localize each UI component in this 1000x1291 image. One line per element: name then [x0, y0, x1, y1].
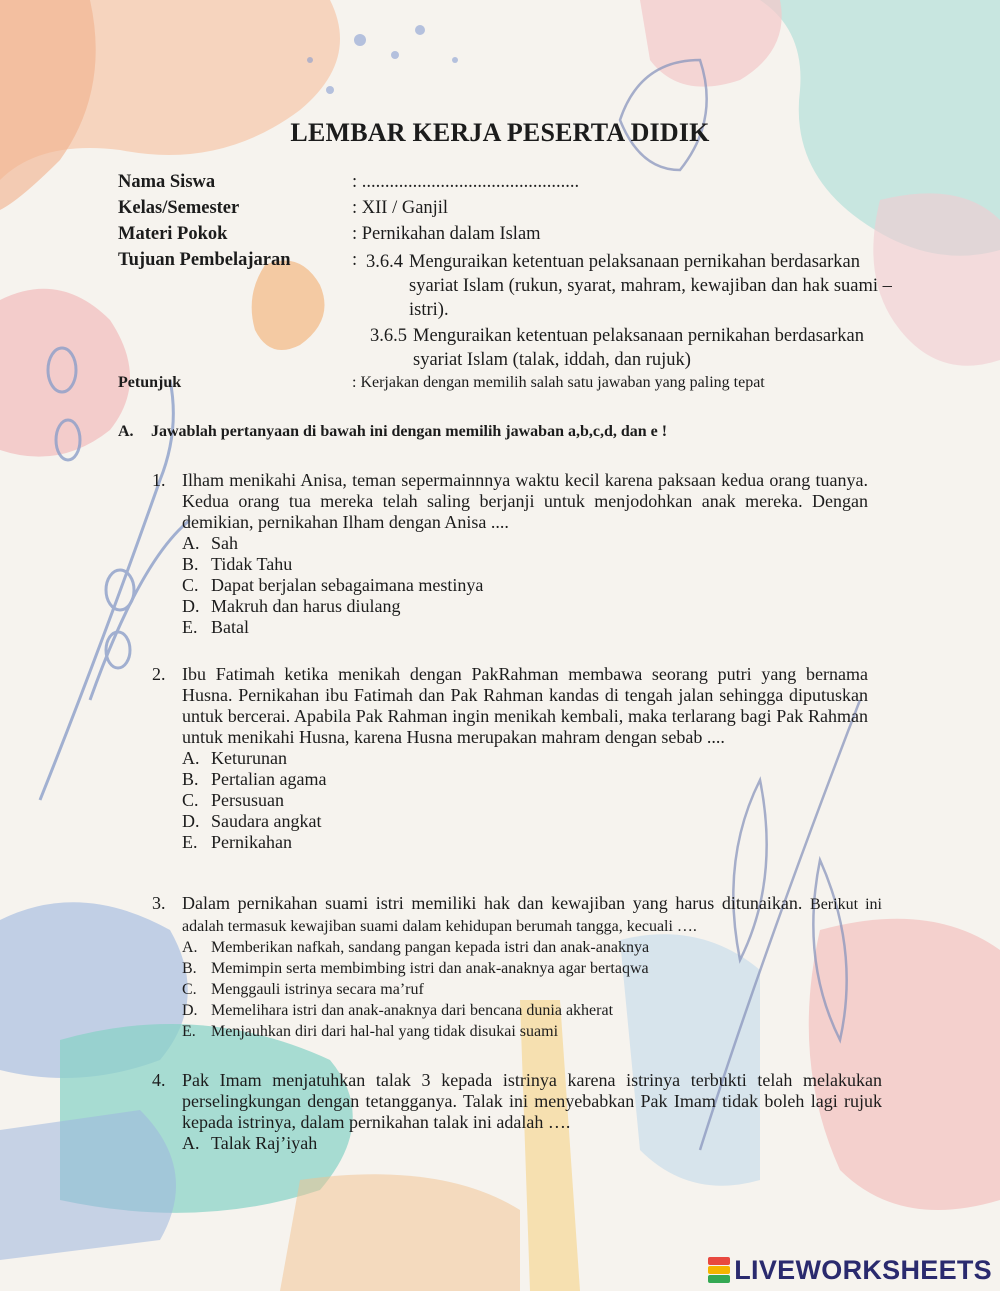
option-letter: B.: [182, 769, 199, 789]
options-list: [182, 533, 868, 638]
option-text: Persusuan: [211, 790, 284, 810]
option-b[interactable]: [182, 554, 868, 575]
materi-row: [118, 224, 898, 250]
logo-block-green: [708, 1275, 730, 1283]
question-text: Ibu Fatimah ketika menikah dengan PakRahman membawa seorang putri yang bernama Husna. Pernikahan ibu Fatimah dan Pak Rahman kandas di tengah jalan sehingga diputuskan untuk bercerai. Apabila Pak Rahman ingin menikah kembali, maka terlarang bagi Pak Rahman untuk menikahi Husna, karena Husna merupakan mahram dengan sebab ....: [182, 664, 868, 747]
option-letter: A.: [182, 939, 198, 956]
option-text: Saudara angkat: [211, 811, 322, 831]
option-a[interactable]: [182, 937, 882, 958]
petunjuk-value: : Kerjakan dengan memilih salah satu jawaban yang paling tepat: [352, 374, 765, 391]
option-letter: D.: [182, 811, 200, 831]
option-letter: E.: [182, 1023, 196, 1040]
question-1: [152, 470, 868, 638]
question-number: 1.: [152, 470, 166, 490]
option-letter: B.: [182, 554, 199, 574]
option-letter: A.: [182, 533, 200, 553]
option-text: Pertalian agama: [211, 769, 327, 789]
tujuan-number: 3.6.4: [366, 252, 403, 272]
option-d[interactable]: [182, 596, 868, 617]
option-text: Makruh dan harus diulang: [211, 596, 401, 616]
liveworksheets-logo-icon: [708, 1257, 730, 1283]
page-title: LEMBAR KERJA PESERTA DIDIK: [290, 118, 710, 147]
logo-block-red: [708, 1257, 730, 1265]
option-text: Memberikan nafkah, sandang pangan kepada istri dan anak-anaknya: [211, 939, 650, 956]
nama-row: [118, 172, 898, 198]
option-d[interactable]: [182, 811, 868, 832]
tujuan-number: 3.6.5: [370, 326, 407, 346]
question-number: 4.: [152, 1070, 166, 1090]
kelas-value: : XII / Ganjil: [352, 198, 449, 218]
option-b[interactable]: [182, 958, 882, 979]
question-3: [152, 893, 882, 1042]
option-letter: E.: [182, 617, 198, 637]
option-text: Menggauli istrinya secara ma’ruf: [211, 981, 424, 998]
option-letter: D.: [182, 596, 200, 616]
tujuan-label: Tujuan Pembelajaran: [118, 250, 291, 270]
liveworksheets-logo-text: LIVEWORKSHEETS: [734, 1254, 992, 1285]
option-letter: C.: [182, 790, 199, 810]
option-text: Memimpin serta membimbing istri dan anak-anaknya agar bertaqwa: [211, 960, 649, 977]
kelas-row: [118, 198, 898, 224]
option-letter: C.: [182, 575, 199, 595]
section-instruction: Jawablah pertanyaan di bawah ini dengan memilih jawaban a,b,c,d, dan e !: [151, 423, 668, 440]
nama-label: Nama Siswa: [118, 172, 216, 192]
option-text: Keturunan: [211, 748, 287, 768]
option-letter: A.: [182, 1133, 200, 1153]
petunjuk-row: [118, 374, 898, 400]
option-text: Pernikahan: [211, 832, 292, 852]
option-letter: E.: [182, 832, 198, 852]
option-letter: A.: [182, 748, 200, 768]
option-text: Sah: [211, 533, 238, 553]
tujuan-text: Menguraikan ketentuan pelaksanaan pernikahan berdasarkan syariat Islam (rukun, syarat, mahram, kewajiban dan hak suami – istri).: [409, 252, 892, 320]
materi-label: Materi Pokok: [118, 224, 228, 244]
option-a[interactable]: [182, 748, 868, 769]
option-c[interactable]: [182, 979, 882, 1000]
option-a[interactable]: [182, 533, 868, 554]
option-e[interactable]: [182, 617, 868, 638]
option-b[interactable]: [182, 769, 868, 790]
option-letter: B.: [182, 960, 197, 977]
option-c[interactable]: [182, 790, 868, 811]
tujuan-colon: :: [352, 250, 358, 270]
option-letter: D.: [182, 1002, 198, 1019]
question-number: 3.: [152, 893, 166, 913]
options-list: [182, 1133, 882, 1154]
logo-block-yellow: [708, 1266, 730, 1274]
petunjuk-label: Petunjuk: [118, 374, 182, 391]
option-a[interactable]: [182, 1133, 882, 1154]
section-letter: A.: [118, 423, 134, 440]
option-text: Memelihara istri dan anak-anaknya dari bencana dunia akherat: [211, 1002, 614, 1019]
question-text: Pak Imam menjatuhkan talak 3 kepada istrinya karena istrinya terbukti telah melakukan perselingkungan dengan tetangganya. Talak ini menyebabkan Pak Imam tidak boleh lagi rujuk kepada istrinya, dalam pernikahan talak ini adalah ….: [182, 1070, 882, 1132]
question-text: [182, 893, 882, 937]
option-text: Dapat berjalan sebagaimana mestinya: [211, 575, 484, 595]
student-info: [118, 172, 898, 400]
option-e[interactable]: [182, 832, 868, 853]
option-text: Menjauhkan diri dari hal-hal yang tidak disukai suami: [211, 1023, 559, 1040]
option-e[interactable]: [182, 1021, 882, 1042]
option-text: Tidak Tahu: [211, 554, 293, 574]
section-heading: [118, 423, 667, 441]
question-number: 2.: [152, 664, 166, 684]
option-text: Talak Raj’iyah: [211, 1133, 318, 1153]
option-c[interactable]: [182, 575, 868, 596]
option-d[interactable]: [182, 1000, 882, 1021]
materi-value: : Pernikahan dalam Islam: [352, 224, 541, 244]
options-list: [182, 937, 882, 1042]
question-text-cont: Berikut ini adalah termasuk kewajiban suami dalam kehidupan berumah tangga, kecuali ….: [182, 896, 883, 935]
question-2: [152, 664, 868, 853]
question-text: Ilham menikahi Anisa, teman sepermainnnya waktu kecil karena paksaan kedua orang tuanya. Kedua orang tua mereka telah saling berjanji untuk menjodohkan anak mereka. Dengan demikian, pernikahan Ilham dengan Anisa ....: [182, 470, 868, 532]
nama-field[interactable]: : ...............................................: [352, 172, 580, 192]
option-letter: C.: [182, 981, 197, 998]
tujuan-row: [118, 250, 898, 374]
option-text: Batal: [211, 617, 249, 637]
options-list: [182, 748, 868, 853]
tujuan-text: Menguraikan ketentuan pelaksanaan pernikahan berdasarkan syariat Islam (talak, iddah, dan rujuk): [413, 326, 864, 370]
question-4: [152, 1070, 882, 1154]
question-text-main: Dalam pernikahan suami istri memiliki hak dan kewajiban yang harus ditunaikan.: [182, 893, 803, 913]
liveworksheets-logo[interactable]: [708, 1255, 992, 1285]
kelas-label: Kelas/Semester: [118, 198, 240, 218]
